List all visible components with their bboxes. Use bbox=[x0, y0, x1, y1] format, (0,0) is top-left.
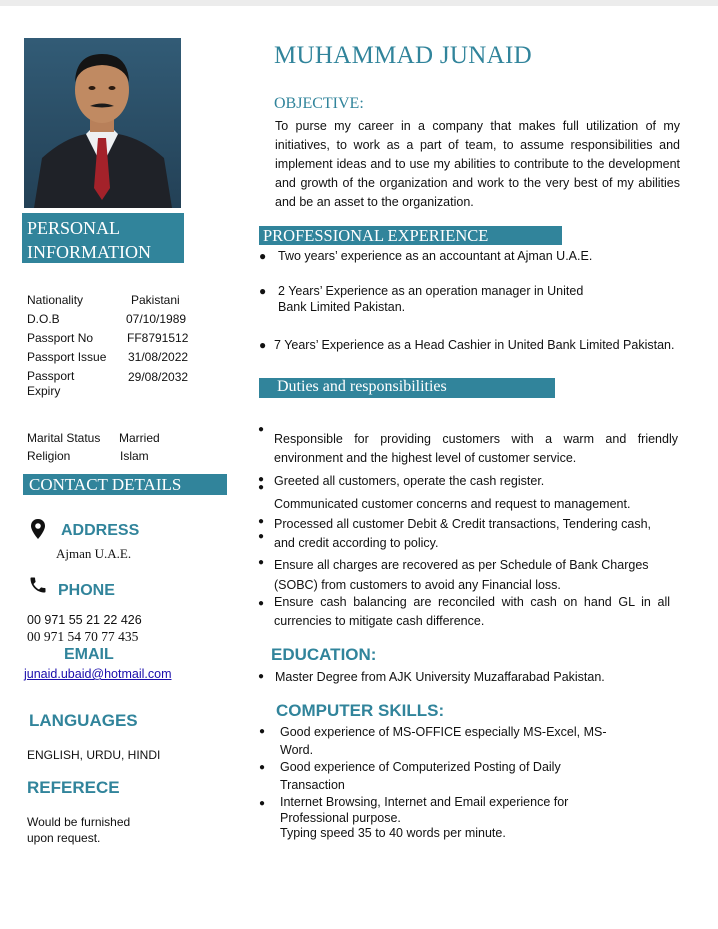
bullet-icon: ● bbox=[258, 557, 265, 568]
email-label: EMAIL bbox=[64, 646, 114, 663]
bullet-icon: ● bbox=[259, 726, 266, 737]
label-passport-expiry: Passport Expiry bbox=[27, 369, 75, 398]
skill-item-4: Typing speed 35 to 40 words per minute. bbox=[280, 826, 506, 840]
bullet-icon: ● bbox=[259, 798, 266, 809]
bullet-icon: ● bbox=[258, 598, 265, 609]
objective-text: To purse my career in a company that makes full utilization of my initiatives, to work as a part of team, to assume responsibilities and implement ideas and to use my abilities to contribute to the development and growth of the organization and work to the very best of my abilities and be an asset to the organization. bbox=[275, 119, 680, 209]
personal-heading-line-1: PERSONAL bbox=[27, 218, 121, 238]
education-heading: EDUCATION: bbox=[271, 645, 377, 664]
experience-item-3: 7 Years’ Experience as a Head Cashier in United Bank Limited Pakistan. bbox=[274, 338, 675, 352]
profile-photo bbox=[24, 38, 181, 208]
bullet-icon: ● bbox=[258, 531, 265, 542]
duty-item-5: Ensure all charges are recovered as per Schedule of Bank Charges (SOBC) from customers to avoid any Financial loss. bbox=[274, 558, 649, 592]
label-dob: D.O.B bbox=[27, 312, 60, 326]
value-passport-no: FF8791512 bbox=[127, 331, 189, 345]
map-pin-icon bbox=[30, 518, 46, 545]
computer-skills-heading: COMPUTER SKILLS: bbox=[276, 701, 445, 720]
bullet-icon: ● bbox=[258, 516, 265, 527]
row-passport-expiry bbox=[27, 369, 207, 399]
experience-item-2: 2 Years’ Experience as an operation manager in United Bank Limited Pakistan. bbox=[278, 284, 584, 314]
duty-item-1: Responsible for providing customers with a warm and friendly environment and the highest level of customer service. bbox=[274, 432, 678, 465]
value-marital-status: Married bbox=[119, 431, 160, 445]
candidate-name: MUHAMMAD JUNAID bbox=[274, 42, 532, 69]
skill-item-2: Good experience of Computerized Posting of Daily Transaction bbox=[280, 760, 561, 792]
experience-item-1: Two years’ experience as an accountant at Ajman U.A.E. bbox=[278, 249, 593, 263]
bullet-icon: ● bbox=[258, 671, 265, 682]
row-passport-no bbox=[27, 330, 207, 346]
address-label: ADDRESS bbox=[61, 522, 140, 539]
experience-heading: PROFESSIONAL EXPERIENCE bbox=[259, 226, 562, 245]
row-religion bbox=[27, 448, 207, 464]
duty-item-6: Ensure cash balancing are reconciled with cash on hand GL in all currencies to mitigate cash difference. bbox=[274, 595, 670, 628]
bullet-icon: ● bbox=[259, 338, 267, 352]
skill-item-1: Good experience of MS-OFFICE especially MS-Excel, MS-Word. bbox=[280, 725, 607, 757]
value-passport-expiry: 29/08/2032 bbox=[128, 370, 189, 384]
label-nationality: Nationality bbox=[27, 293, 84, 307]
bullet-icon: ● bbox=[259, 249, 267, 263]
value-religion: Islam bbox=[120, 449, 149, 463]
skill-item-3: Internet Browsing, Internet and Email experience for Professional purpose. bbox=[280, 795, 569, 825]
personal-info-heading bbox=[22, 213, 184, 263]
bullet-icon: ● bbox=[259, 284, 267, 298]
reference-text: Would be furnished upon request. bbox=[27, 815, 131, 845]
value-passport-issue: 31/08/2022 bbox=[128, 350, 189, 364]
contact-details-heading: CONTACT DETAILS bbox=[23, 474, 227, 495]
value-dob: 07/10/1989 bbox=[126, 312, 187, 326]
phone-label: PHONE bbox=[58, 582, 115, 599]
value-nationality: Pakistani bbox=[131, 293, 180, 307]
bullet-icon: ● bbox=[259, 762, 266, 773]
row-passport-issue bbox=[27, 349, 207, 365]
bullet-icon: ● bbox=[258, 474, 265, 485]
reference-heading: REFERECE bbox=[27, 778, 120, 797]
phone-number-1: 00 971 55 21 22 426 bbox=[27, 613, 142, 627]
label-passport-no: Passport No bbox=[27, 331, 94, 345]
row-marital-status bbox=[27, 430, 207, 446]
duty-item-2: Greeted all customers, operate the cash register. bbox=[274, 474, 545, 488]
address-value: Ajman U.A.E. bbox=[56, 546, 132, 561]
bullet-icon: ● bbox=[258, 424, 265, 435]
row-dob bbox=[27, 311, 207, 327]
duty-item-3: Communicated customer concerns and request to management. bbox=[274, 497, 631, 511]
objective-heading: OBJECTIVE: bbox=[274, 95, 364, 112]
bullet-icon: ● bbox=[258, 482, 265, 493]
phone-icon bbox=[28, 575, 48, 600]
personal-heading-line-2: INFORMATION bbox=[27, 242, 152, 262]
duty-item-4: Processed all customer Debit & Credit transactions, Tendering cash, and credit according to policy. bbox=[274, 517, 652, 550]
languages-text: ENGLISH, URDU, HINDI bbox=[27, 748, 161, 762]
education-item-1: Master Degree from AJK University Muzaffarabad Pakistan. bbox=[275, 670, 605, 684]
label-passport-issue: Passport Issue bbox=[27, 350, 107, 364]
label-marital-status: Marital Status bbox=[27, 431, 101, 445]
email-link[interactable]: junaid.ubaid@hotmail.com bbox=[24, 667, 172, 681]
duties-heading: Duties and responsibilities bbox=[259, 378, 555, 398]
languages-heading: LANGUAGES bbox=[29, 711, 138, 730]
phone-number-2: 00 971 54 70 77 435 bbox=[27, 629, 139, 644]
row-nationality bbox=[27, 292, 207, 308]
label-religion: Religion bbox=[27, 449, 71, 463]
page-top-strip bbox=[0, 0, 718, 6]
